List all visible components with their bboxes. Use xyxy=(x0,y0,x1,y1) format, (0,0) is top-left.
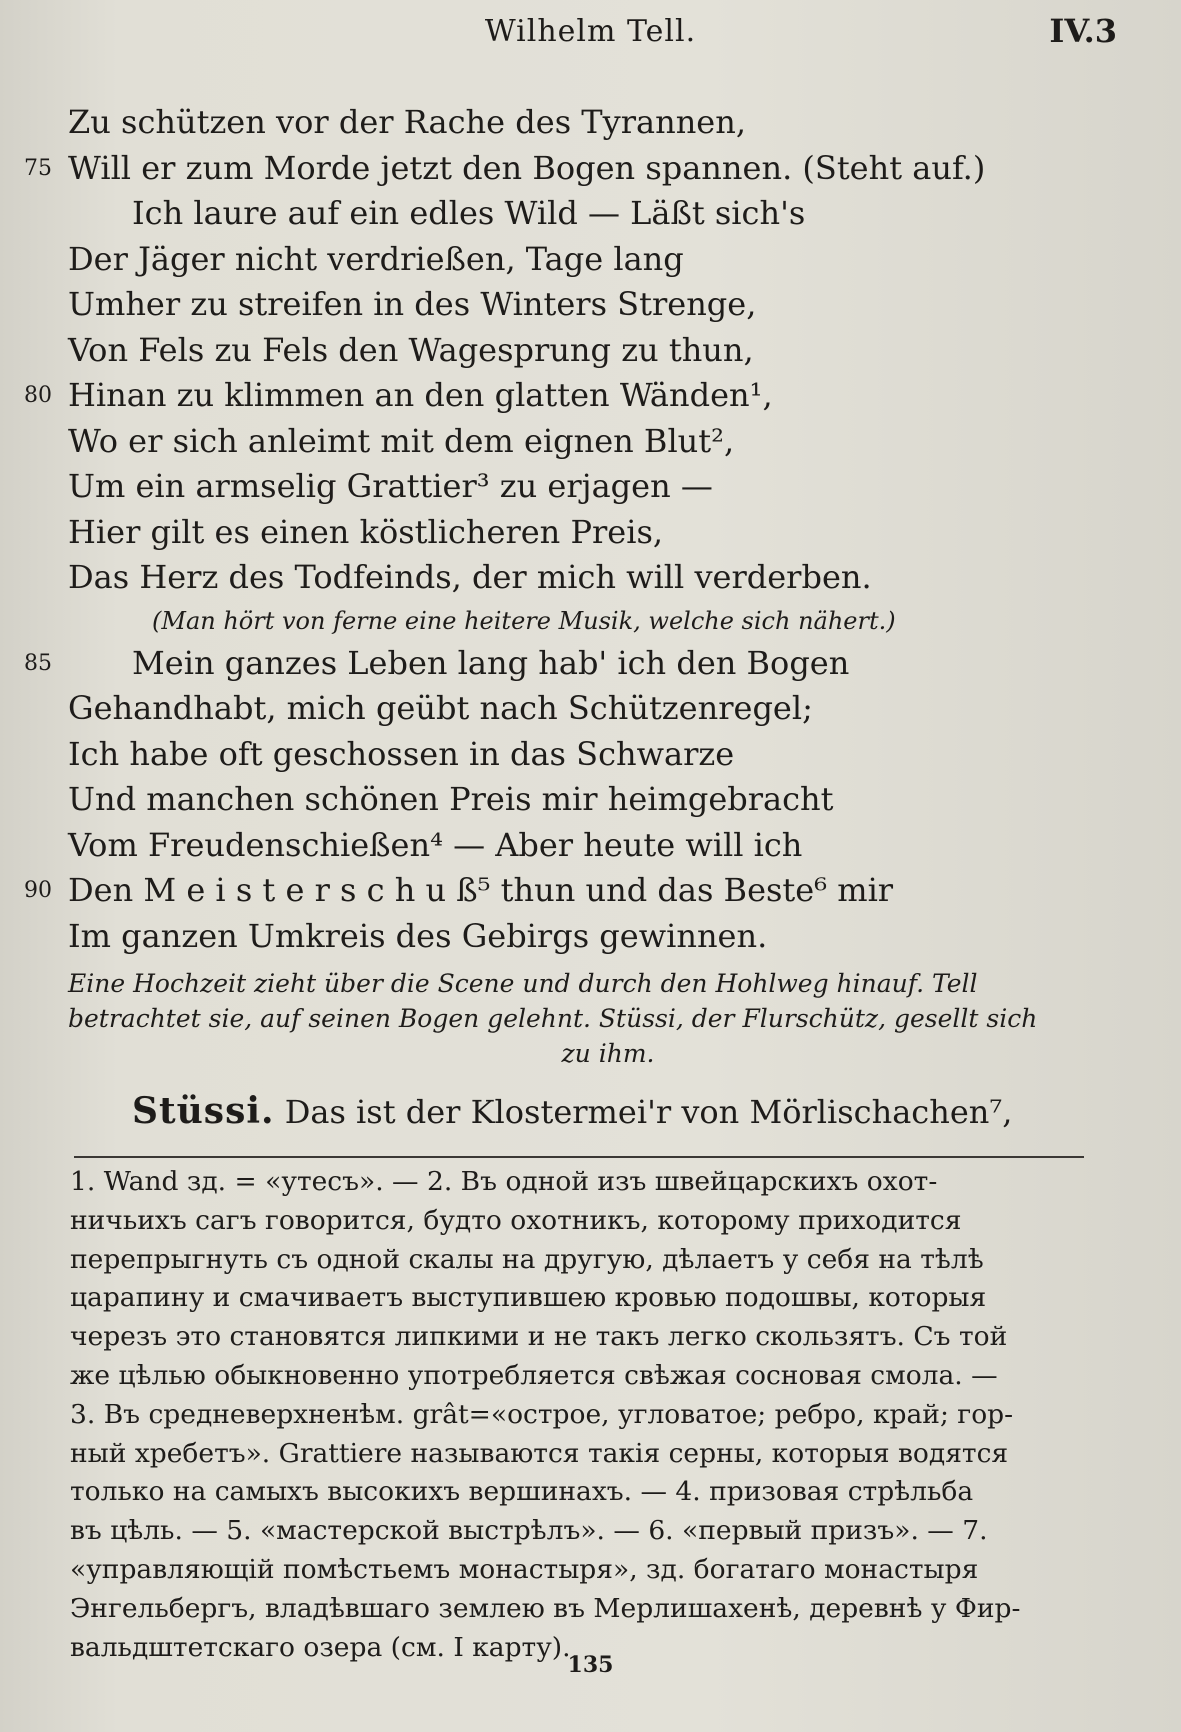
footnote-line: же цѣлью обыкновенно употребляется свѣжая сосновая смола. — xyxy=(70,1359,998,1391)
verse-block-2 xyxy=(0,641,1181,960)
verse-text: Im ganzen Umkreis des Gebirgs gewinnen. xyxy=(68,916,768,955)
verse-text: Zu schützen vor der Rache des Tyrannen, xyxy=(68,103,747,141)
stage-direction-music: (Man hört von ferne eine heitere Musik, welche sich nähert.) xyxy=(152,606,896,635)
verse-section xyxy=(0,100,1181,959)
verse-text: Mein ganzes Leben lang hab' ich den Bogen xyxy=(132,643,850,682)
footnote-line: Энгельбергъ, владѣвшаго землею въ Мерлишахенѣ, деревнѣ у Фир- xyxy=(70,1592,1021,1624)
verse-text: Will er zum Morde jetzt den Bogen spannen. (Steht auf.) xyxy=(68,148,986,187)
verse-line xyxy=(0,777,1181,823)
verse-line xyxy=(0,191,1181,237)
verse-line xyxy=(0,464,1181,510)
speech-line xyxy=(132,1090,1132,1132)
running-header-section: IV.3 xyxy=(1049,12,1117,50)
footnote-line: 1. Wand зд. = «утесъ». — 2. Въ одной изъ швейцарскихъ охот- xyxy=(70,1166,938,1197)
verse-text: Ich laure auf ein edles Wild — Läßt sich's xyxy=(132,194,806,232)
speech-text: Das ist der Klostermei'r von Mörlischachen⁷, xyxy=(284,1093,1013,1131)
verse-line xyxy=(0,868,1181,914)
verse-block-1 xyxy=(0,100,1181,601)
stage-direction-wedding xyxy=(68,966,1148,1071)
line-number: 75 xyxy=(24,155,52,181)
page-number: 135 xyxy=(567,1652,614,1678)
footnote-line: «управляющій помѣстьемъ монастыря», зд. богатаго монастыря xyxy=(70,1553,979,1585)
stage-direction-line: betrachtet sie, auf seinen Bogen gelehnt. Stüssi, der Flurschütz, gesellt sich xyxy=(68,1004,1038,1033)
verse-line xyxy=(0,555,1181,601)
verse-text: Wo er sich anleimt mit dem eignen Blut², xyxy=(68,421,735,460)
verse-line xyxy=(0,510,1181,556)
verse-line xyxy=(0,419,1181,465)
verse-line xyxy=(0,100,1181,146)
verse-text: Hier gilt es einen köstlicheren Preis, xyxy=(68,512,664,551)
verse-line xyxy=(0,686,1181,732)
footnote-line: 3. Въ средневерхненѣм. grât=«острое, угловатое; ребро, край; гор- xyxy=(70,1398,1014,1430)
verse-text: Ich habe oft geschossen in das Schwarze xyxy=(68,734,735,773)
line-number: 80 xyxy=(24,383,52,408)
footnote-line: царапину и смачиваетъ выступившею кровью подошвы, которыя xyxy=(70,1282,987,1314)
verse-text: Und manchen schönen Preis mir heimgebracht xyxy=(68,780,834,818)
footnote-line: въ цѣль. — 5. «мастерской выстрѣлъ». — 6. «первый призъ». — 7. xyxy=(70,1515,988,1547)
verse-line xyxy=(0,146,1181,192)
verse-line xyxy=(0,328,1181,374)
verse-text: Um ein armselig Grattier³ zu erjagen — xyxy=(68,467,713,505)
footnotes xyxy=(70,1163,1181,1667)
verse-text: Den M e i s t e r s c h u ß⁵ thun und das Beste⁶ mir xyxy=(68,871,894,909)
stage-direction-line: zu ihm. xyxy=(561,1039,655,1068)
verse-text: Von Fels zu Fels den Wagesprung zu thun, xyxy=(68,330,754,369)
footnote-line: перепрыгнуть съ одной скалы на другую, дѣлаетъ у себя на тѣлѣ xyxy=(70,1243,984,1275)
footnote-divider xyxy=(74,1156,1084,1158)
verse-text: Der Jäger nicht verdrießen, Tage lang xyxy=(68,239,684,278)
verse-text: Das Herz des Todfeinds, der mich will verderben. xyxy=(68,558,872,596)
verse-line xyxy=(0,641,1181,687)
stage-direction-line: Eine Hochzeit zieht über die Scene und durch den Hohlweg hinauf. Tell xyxy=(68,969,978,998)
verse-line xyxy=(0,823,1181,869)
footnote-line: только на самыхъ высокихъ вершинахъ. — 4. призовая стрѣльба xyxy=(70,1476,974,1508)
verse-line xyxy=(0,914,1181,960)
verse-line xyxy=(0,373,1181,419)
verse-line xyxy=(0,237,1181,283)
verse-line xyxy=(0,282,1181,328)
footnote-line: вальдштетскаго озера (см. I карту). xyxy=(70,1631,571,1663)
running-header-title: Wilhelm Tell. xyxy=(484,14,697,49)
footnote-line: ничьихъ сагъ говорится, будто охотникъ, которому приходится xyxy=(70,1204,962,1236)
verse-text: Umher zu streifen in des Winters Strenge, xyxy=(68,285,757,323)
footnote-line: черезъ это становятся липкими и не такъ легко скользятъ. Съ той xyxy=(70,1321,1008,1353)
verse-text: Vom Freudenschießen⁴ — Aber heute will ich xyxy=(68,825,803,864)
verse-text: Hinan zu klimmen an den glatten Wänden¹, xyxy=(68,376,773,414)
verse-line xyxy=(0,732,1181,778)
line-number: 90 xyxy=(24,878,52,903)
footnote-line: ный хребетъ». Grattiere называются такія серны, которыя водятся xyxy=(70,1437,1009,1469)
speaker-name: Stüssi. xyxy=(132,1090,275,1132)
line-number: 85 xyxy=(24,650,52,676)
verse-text: Gehandhabt, mich geübt nach Schützenregel; xyxy=(68,689,813,727)
